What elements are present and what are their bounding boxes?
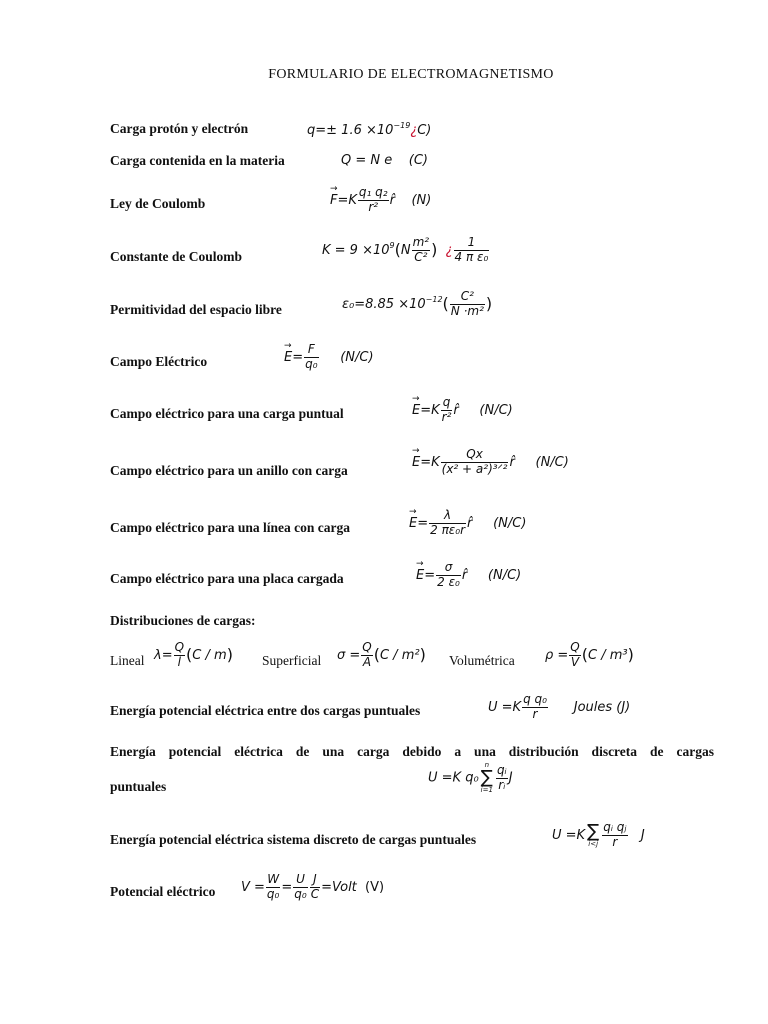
summation-icon: n ∑ i=1 [480,761,493,794]
label-energia-distribucion: Energía potencial eléctrica de una carga debido a una distribución discreta de cargas [110,744,714,759]
label-ley-coulomb: Ley de Coulomb [110,196,206,211]
label-carga-materia: Carga contenida en la materia [110,153,285,168]
label-carga-proton: Carga protón y electrón [110,121,249,136]
formula-potencial-electrico: V = $\frac{W}{\text{q₀}}$ = $\frac{U}{\text{q₀}}$ $\frac{J}{C}$ =Volt (V) [241,872,385,901]
label-puntuales: puntuales [110,779,167,794]
label-distribuciones: Distribuciones de cargas: [110,613,256,628]
label-campo-placa: Campo eléctrico para una placa cargada [110,571,344,586]
label-campo-linea: Campo eléctrico para una línea con carga [110,520,350,535]
formula-permitividad: $\varepsilon_0=8.85 \times 10^{-12}$( $\frac{\text{C²}}{\text{N ·m²}}$ ) [342,289,493,318]
label-volumetrica: Volumétrica [449,653,515,668]
summation-icon: ∑ i<j [587,820,600,848]
formula-energia-sistema: U =K ∑ i<j $\frac{\text{qᵢ qⱼ}}{r}$ J [552,820,645,849]
label-potencial-electrico: Potencial eléctrico [110,884,216,899]
formula-volumetrica: ρ = $\frac{Q}{V}$ (C / m³) [545,640,634,669]
label-constante-coulomb: Constante de Coulomb [110,249,243,264]
formula-campo-linea: → E= $\frac{\lambda}{\text{2 πε₀r}}$ r̂ (N/C) [409,509,526,538]
label-lineal: Lineal [110,653,145,668]
formula-campo-placa: → E= $\frac{\sigma}{\text{2 ε₀}}$ r̂ (N/C) [416,561,521,590]
formula-campo-anillo: → E=K $\frac{Qx}{\text{(x² + a²)³ᐟ²}}$ r̂ (N/C) [412,448,569,477]
label-permitividad: Permitividad del espacio libre [110,302,282,317]
formula-energia-distribucion: U =K q₀ n ∑ i=1 $\frac{\text{qᵢ}}{\text{rᵢ}}$ J [428,761,513,794]
formula-energia-dos-cargas: U =K $\frac{\text{q q₀}}{r}$ Joules (J) [488,692,631,721]
formula-campo-puntual: → E=K $\frac{q}{\text{r²}}$ r̂ (N/C) [412,396,513,425]
label-energia-dos-cargas: Energía potencial eléctrica entre dos cargas puntuales [110,703,421,718]
formula-campo-electrico: → E= $\frac{F}{\text{q₀}}$ (N/C) [284,343,374,372]
formula-carga-materia: Q = N e (C) [341,153,429,168]
label-campo-anillo: Campo eléctrico para un anillo con carga [110,463,348,478]
label-campo-puntual: Campo eléctrico para una carga puntual [110,406,344,421]
label-energia-sistema: Energía potencial eléctrica sistema discreto de cargas puntuales [110,832,477,847]
formula-carga-proton: $q=\pm 1.6 \times 10^{-19}¿C$) [307,121,432,138]
formula-superficial: σ = $\frac{Q}{A}$ (C / m²) [337,640,426,669]
label-campo-electrico: Campo Eléctrico [110,354,208,369]
label-superficial: Superficial [262,653,322,668]
formula-lineal: λ= $\frac{Q}{l}$ (C / m) [154,640,233,669]
formula-ley-coulomb: → F=K $\frac{\text{q₁ q₂}}{\text{r²}}$ r̂ (N) [330,186,431,215]
page-title: FORMULARIO DE ELECTROMAGNETISMO [268,67,554,82]
formula-constante-coulomb: $K = 9 \times 10^9(N$ $\frac{\text{m²}}{\text{C²}}$ ) ¿ $\frac{1}{\text{4 π ε₀}}$ [322,235,489,264]
